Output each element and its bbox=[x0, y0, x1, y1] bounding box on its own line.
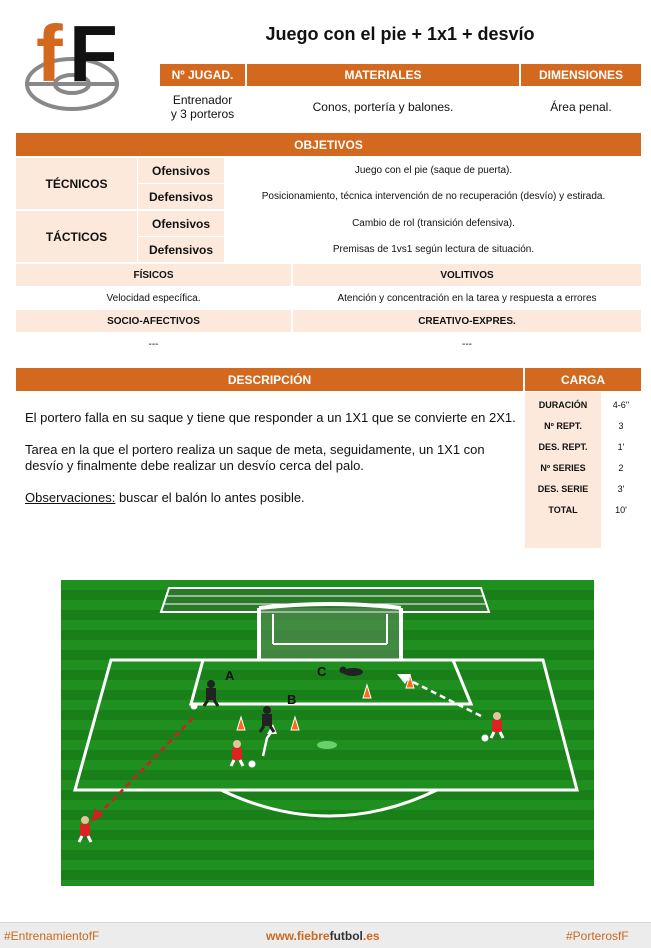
carga-label: DES. REPT. bbox=[538, 441, 588, 452]
logo-f: f bbox=[36, 9, 63, 98]
creativo-label: CREATIVO-EXPRES. bbox=[293, 310, 641, 332]
logo bbox=[22, 8, 122, 112]
carga-label: Nº SERIES bbox=[540, 462, 586, 473]
creativo-value: --- bbox=[462, 338, 472, 350]
footer-website-b: futbol bbox=[329, 929, 363, 943]
players-line1: Entrenador bbox=[172, 93, 233, 107]
carga-label: DES. SERIE bbox=[537, 483, 589, 494]
logo-graphic bbox=[22, 8, 122, 112]
carga-row bbox=[525, 499, 641, 520]
footer-left-hashtag[interactable]: #EntrenamientofF bbox=[4, 929, 100, 943]
label-c: C bbox=[317, 664, 327, 679]
materials-value: Conos, portería y balones. bbox=[312, 100, 454, 114]
page-title: Juego con el pie + 1x1 + desvío bbox=[265, 24, 535, 44]
observations-text: buscar el balón lo antes posible. bbox=[115, 490, 305, 505]
socio-value: --- bbox=[148, 338, 159, 350]
exercise-diagram bbox=[61, 580, 594, 886]
carga-row bbox=[525, 478, 641, 499]
tacticos-defensivos: Premisas de 1vs1 según lectura de situación. bbox=[332, 244, 535, 255]
description-body bbox=[25, 410, 520, 506]
observations-label: Observaciones: bbox=[25, 490, 116, 505]
carga-value: 1' bbox=[617, 441, 625, 452]
carga-row bbox=[525, 415, 641, 436]
tecnicos-defensivos: Posicionamiento, técnica intervención de no recuperación (desvío) y estirada. bbox=[261, 191, 606, 202]
goal bbox=[259, 604, 401, 660]
description-p2: Tarea en la que el portero realiza un saque de meta, seguidamente, un 1X1 con desvío y finalmente debe realizar un desvío cerca del palo. bbox=[25, 442, 485, 473]
tecnicos-label: TÉCNICOS bbox=[16, 158, 137, 209]
carga-row bbox=[525, 394, 641, 415]
carga-value: 3' bbox=[617, 483, 625, 494]
description-header: DESCRIPCIÓN bbox=[16, 368, 523, 391]
label-b: B bbox=[287, 692, 297, 707]
header-players: Nº JUGAD. bbox=[160, 64, 245, 86]
tacticos-label: TÁCTICOS bbox=[16, 211, 137, 262]
tecnicos-ofensivos: Juego con el pie (saque de puerta). bbox=[354, 165, 513, 176]
tecnicos-defensivos-label: Defensivos bbox=[138, 184, 224, 209]
fisicos-value: Velocidad específica. bbox=[106, 292, 201, 304]
footer bbox=[0, 922, 651, 948]
players-line2: y 3 porteros bbox=[170, 107, 235, 121]
dimensions-value: Área penal. bbox=[550, 100, 612, 114]
carga-label: TOTAL bbox=[548, 504, 578, 515]
carga-table bbox=[525, 394, 641, 520]
description-p1: El portero falla en su saque y tiene que responder a un 1X1 que se convierte en 2X1. bbox=[25, 410, 516, 425]
socio-label: SOCIO-AFECTIVOS bbox=[16, 310, 291, 332]
objectives-header: OBJETIVOS bbox=[16, 133, 641, 156]
carga-value: 2 bbox=[618, 462, 624, 473]
tacticos-ofensivos: Cambio de rol (transición defensiva). bbox=[352, 218, 515, 229]
header-dimensions: DIMENSIONES bbox=[521, 64, 641, 86]
logo-F: F bbox=[69, 9, 118, 98]
footer-website-c: .es bbox=[362, 929, 380, 943]
players-value bbox=[160, 90, 245, 124]
pitch-graphic bbox=[61, 580, 594, 886]
carga-value: 10' bbox=[615, 504, 627, 515]
header-materials: MATERIALES bbox=[247, 64, 519, 86]
footer-website-a: www.fiebre bbox=[266, 929, 330, 943]
carga-row bbox=[525, 457, 641, 478]
fisicos-label: FÍSICOS bbox=[16, 264, 291, 286]
volitivos-label: VOLITIVOS bbox=[293, 264, 641, 286]
label-a: A bbox=[225, 668, 235, 683]
carga-value: 4-6'' bbox=[612, 399, 630, 410]
carga-label: DURACIÓN bbox=[538, 399, 588, 410]
footer-right-hashtag[interactable]: #PorterosfF bbox=[566, 929, 629, 943]
carga-label: Nº REPT. bbox=[544, 420, 582, 431]
tacticos-ofensivos-label: Ofensivos bbox=[138, 211, 224, 236]
carga-row bbox=[525, 436, 641, 457]
footer-website[interactable] bbox=[266, 929, 380, 943]
volitivos-value: Atención y concentración en la tarea y respuesta a errores bbox=[337, 292, 597, 304]
description-observations bbox=[25, 490, 520, 506]
tecnicos-ofensivos-label: Ofensivos bbox=[138, 158, 224, 183]
carga-header: CARGA bbox=[525, 368, 641, 391]
tacticos-defensivos-label: Defensivos bbox=[138, 237, 224, 262]
carga-value: 3 bbox=[618, 420, 624, 431]
